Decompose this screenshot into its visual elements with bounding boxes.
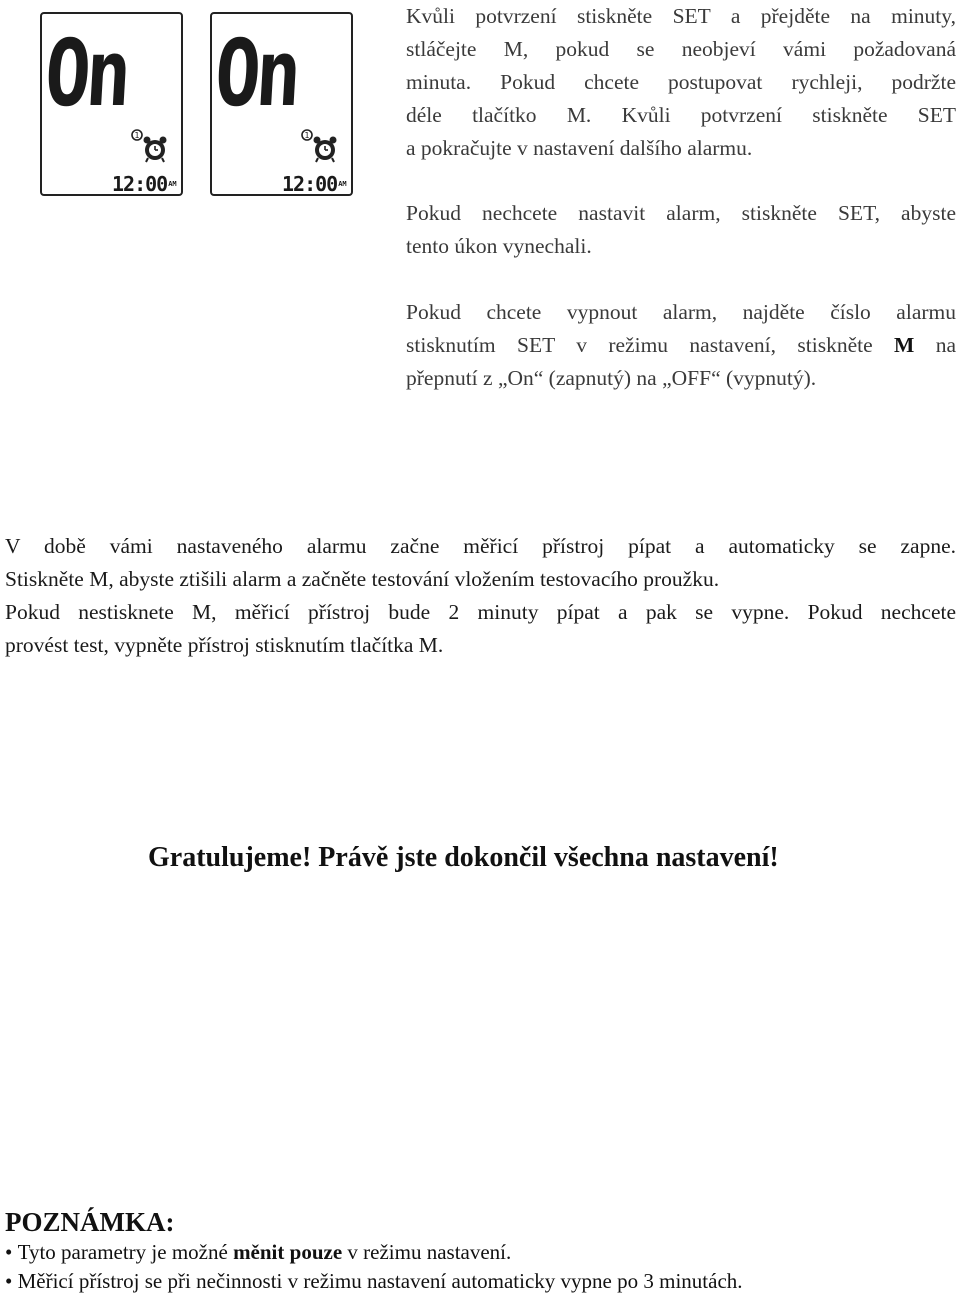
- paragraph-confirm-minutes: Kvůli potvrzení stiskněte SET a přejděte na minuty, stláčejte M, pokud se neobjeví vámi požadovaná minuta. Pokud chcete postupovat rychleji, podržte déle tlačítko M. Kvůli potvrzení stiskněte SET a pokračujte v nastavení dalšího alarmu.: [406, 4, 956, 160]
- paragraph-alarm-beep: V době vámi nastaveného alarmu začne měřicí přístroj pípat a automaticky se zapne. Stiskněte M, abyste ztišili alarm a začněte testování vložením testovacího proužku. Pokud nestisknete M, měřicí přístroj bude 2 minuty pípat a pak se vypne. Pokud nechcete provést test, vypněte přístroj stisknutím tlačítka M.: [5, 534, 956, 657]
- lcd-time: $12:00^{AM}$: [112, 172, 177, 196]
- lcd-main-text: On: [42, 20, 130, 127]
- paragraph-skip-alarm: Pokud nechcete nastavit alarm, stiskněte SET, abyste tento úkon vynechali.: [406, 201, 956, 258]
- note-item: • Tyto parametry je možné měnit pouze v režimu nastavení.: [5, 1238, 743, 1267]
- paragraph-turn-off-alarm: Pokud chcete vypnout alarm, najděte číslo alarmu stisknutím SET v režimu nastavení, stiskněte M na přepnutí z „On“ (zapnutý) na „OFF“ (vypnutý).: [406, 300, 957, 390]
- note-item: • Měřicí přístroj se při nečinnosti v režimu nastavení automaticky vypne po 3 minutách.: [5, 1267, 743, 1296]
- lcd-display-1: [40, 12, 183, 196]
- alarm-number: 1: [134, 131, 140, 140]
- lcd-main-text: On: [212, 20, 300, 127]
- lcd-display-2: [210, 12, 353, 196]
- note-title: POZNÁMKA:: [5, 1207, 175, 1237]
- note-list: [5, 1238, 743, 1296]
- congratulations-heading: Gratulujeme! Právě jste dokončil všechna nastavení!: [148, 842, 779, 873]
- lcd-time: $12:00^{AM}$: [282, 172, 347, 196]
- alarm-clock-icon: [130, 126, 170, 166]
- alarm-clock-icon: [300, 126, 340, 166]
- alarm-number: 1: [304, 131, 310, 140]
